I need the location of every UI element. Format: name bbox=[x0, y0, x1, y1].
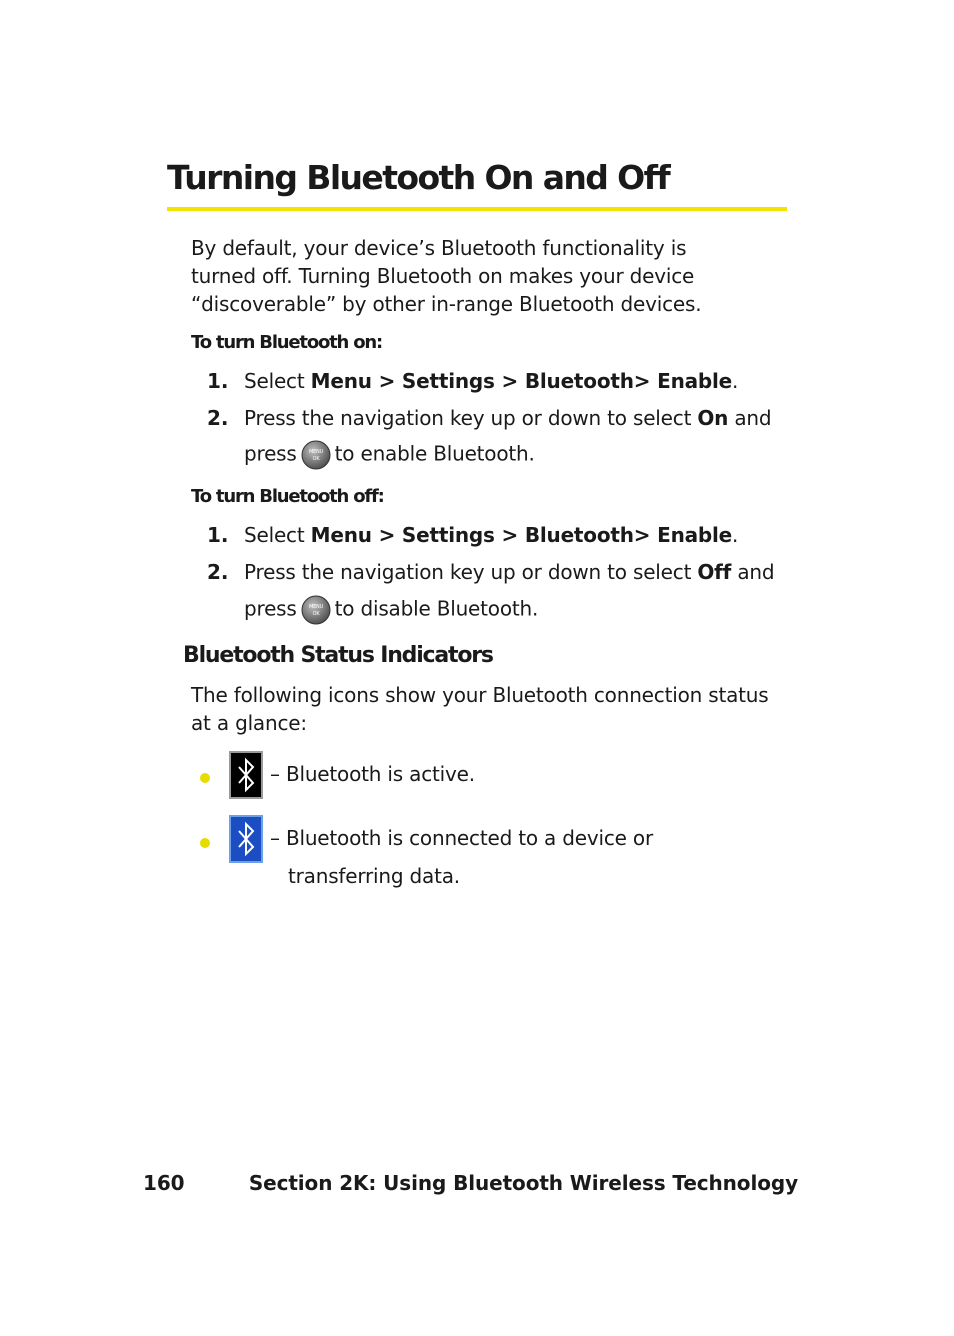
bullet-dot bbox=[200, 773, 210, 783]
turn-off-step2-cont bbox=[244, 595, 538, 625]
period: . bbox=[732, 369, 739, 393]
okbtn-ok-text: OK bbox=[312, 611, 320, 617]
step-number: 1. bbox=[207, 523, 229, 547]
separator: > bbox=[371, 523, 402, 547]
connected-description: – Bluetooth is connected to a device or bbox=[270, 826, 653, 850]
active-description: – Bluetooth is active. bbox=[270, 762, 475, 786]
menu-ok-key-icon bbox=[301, 595, 331, 625]
off-option: Off bbox=[697, 560, 732, 584]
settings-label: Settings bbox=[401, 369, 495, 393]
step-text: and bbox=[728, 406, 772, 430]
separator: > bbox=[633, 369, 658, 393]
page-title: Turning Bluetooth On and Off bbox=[167, 158, 670, 197]
period: . bbox=[732, 523, 739, 547]
status-line: at a glance: bbox=[191, 711, 307, 735]
step-text: press bbox=[244, 441, 297, 466]
okbtn-menu-text: MENU bbox=[308, 449, 323, 455]
menu-ok-key-icon bbox=[301, 440, 331, 470]
page-number: 160 bbox=[143, 1171, 185, 1195]
separator: > bbox=[371, 369, 402, 393]
turn-off-heading: To turn Bluetooth off: bbox=[191, 486, 384, 507]
bluetooth-icon bbox=[231, 817, 261, 861]
title-underline bbox=[167, 207, 787, 211]
step-text: press bbox=[244, 596, 297, 621]
turn-on-step2-cont bbox=[244, 440, 535, 470]
step-number: 2. bbox=[207, 560, 229, 584]
turn-on-step1 bbox=[244, 369, 738, 393]
separator: > bbox=[633, 523, 658, 547]
turn-off-step1 bbox=[244, 523, 738, 547]
status-indicators-heading: Bluetooth Status Indicators bbox=[183, 643, 493, 668]
intro-line: “discoverable” by other in-range Bluetooth devices. bbox=[191, 292, 702, 316]
turn-on-heading: To turn Bluetooth on: bbox=[191, 332, 383, 353]
step-text: Press the navigation key up or down to select bbox=[244, 406, 698, 430]
okbtn-ok-text: OK bbox=[312, 456, 320, 462]
status-paragraph bbox=[191, 681, 769, 737]
okbtn-menu-text: MENU bbox=[308, 604, 323, 610]
intro-line: turned off. Turning Bluetooth on makes your device bbox=[191, 264, 695, 288]
step-text: to enable Bluetooth. bbox=[334, 441, 535, 466]
connected-description-cont: transferring data. bbox=[288, 864, 460, 888]
intro-line: By default, your device’s Bluetooth functionality is bbox=[191, 236, 687, 260]
bullet-dot bbox=[200, 838, 210, 848]
step-number: 1. bbox=[207, 369, 229, 393]
step-text: to disable Bluetooth. bbox=[334, 596, 539, 621]
bluetooth-connected-icon bbox=[229, 815, 263, 863]
enable-label: Enable bbox=[657, 523, 733, 547]
step-text: Press the navigation key up or down to select bbox=[244, 560, 698, 584]
section-title: Section 2K: Using Bluetooth Wireless Technology bbox=[248, 1171, 798, 1195]
bluetooth-label: Bluetooth bbox=[524, 523, 634, 547]
bluetooth-label: Bluetooth bbox=[524, 369, 634, 393]
bluetooth-active-icon bbox=[229, 751, 263, 799]
step-text: Select bbox=[244, 523, 311, 547]
intro-paragraph bbox=[191, 234, 701, 318]
separator: > bbox=[494, 369, 525, 393]
turn-off-step2 bbox=[244, 560, 774, 584]
bluetooth-icon bbox=[231, 753, 261, 797]
enable-label: Enable bbox=[657, 369, 733, 393]
on-option: On bbox=[697, 406, 729, 430]
step-text: and bbox=[731, 560, 775, 584]
turn-on-step2 bbox=[244, 406, 771, 430]
settings-label: Settings bbox=[401, 523, 495, 547]
step-number: 2. bbox=[207, 406, 229, 430]
menu-label: Menu bbox=[310, 369, 372, 393]
status-line: The following icons show your Bluetooth connection status bbox=[191, 683, 769, 707]
separator: > bbox=[494, 523, 525, 547]
menu-label: Menu bbox=[310, 523, 372, 547]
step-text: Select bbox=[244, 369, 311, 393]
